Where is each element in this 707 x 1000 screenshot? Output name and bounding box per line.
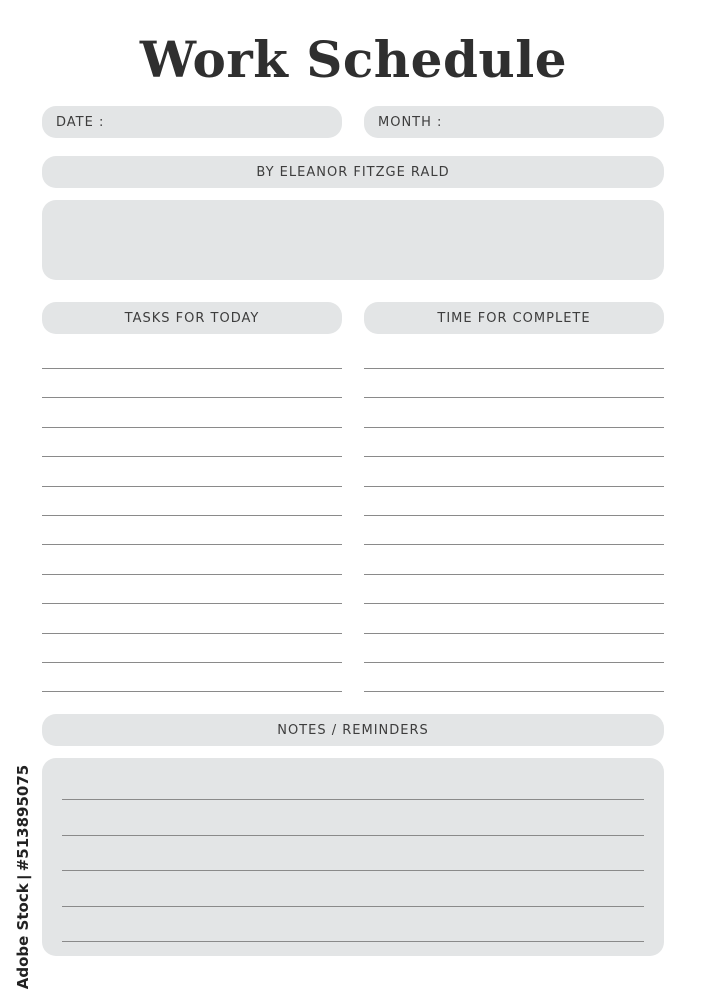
task-line[interactable]	[42, 368, 342, 369]
task-line[interactable]	[42, 603, 342, 604]
date-field[interactable]	[42, 106, 342, 138]
task-line[interactable]	[42, 486, 342, 487]
time-header-label: TIME FOR COMPLETE	[437, 310, 591, 326]
task-line[interactable]	[42, 662, 342, 663]
time-line[interactable]	[364, 574, 664, 575]
byline-bar	[42, 156, 664, 188]
watermark-separator	[17, 876, 31, 878]
note-line[interactable]	[62, 941, 644, 942]
time-line[interactable]	[364, 603, 664, 604]
note-line[interactable]	[62, 835, 644, 836]
notes-box[interactable]	[42, 758, 664, 956]
notes-header-label: NOTES / REMINDERS	[277, 722, 429, 738]
note-line[interactable]	[62, 870, 644, 871]
time-line[interactable]	[364, 486, 664, 487]
watermark-id: #513895075	[14, 764, 33, 872]
watermark-brand: Adobe Stock	[14, 883, 33, 990]
description-box[interactable]	[42, 200, 664, 280]
task-line[interactable]	[42, 456, 342, 457]
byline-text: BY ELEANOR FITZGE RALD	[256, 164, 450, 180]
time-line[interactable]	[364, 633, 664, 634]
time-line[interactable]	[364, 427, 664, 428]
time-line[interactable]	[364, 456, 664, 457]
time-line[interactable]	[364, 515, 664, 516]
task-line[interactable]	[42, 544, 342, 545]
tasks-header-label: TASKS FOR TODAY	[124, 310, 260, 326]
time-header	[364, 302, 664, 334]
time-line[interactable]	[364, 397, 664, 398]
notes-header	[42, 714, 664, 746]
task-line[interactable]	[42, 515, 342, 516]
note-line[interactable]	[62, 906, 644, 907]
stock-watermark	[10, 762, 36, 992]
task-line[interactable]	[42, 574, 342, 575]
page-title: Work Schedule	[139, 30, 568, 89]
task-line[interactable]	[42, 691, 342, 692]
time-line[interactable]	[364, 368, 664, 369]
task-line[interactable]	[42, 633, 342, 634]
month-field[interactable]	[364, 106, 664, 138]
tasks-header	[42, 302, 342, 334]
task-line[interactable]	[42, 427, 342, 428]
time-line[interactable]	[364, 544, 664, 545]
date-label: DATE :	[56, 114, 105, 130]
note-line[interactable]	[62, 799, 644, 800]
month-label: MONTH :	[378, 114, 443, 130]
time-line[interactable]	[364, 662, 664, 663]
task-line[interactable]	[42, 397, 342, 398]
time-line[interactable]	[364, 691, 664, 692]
